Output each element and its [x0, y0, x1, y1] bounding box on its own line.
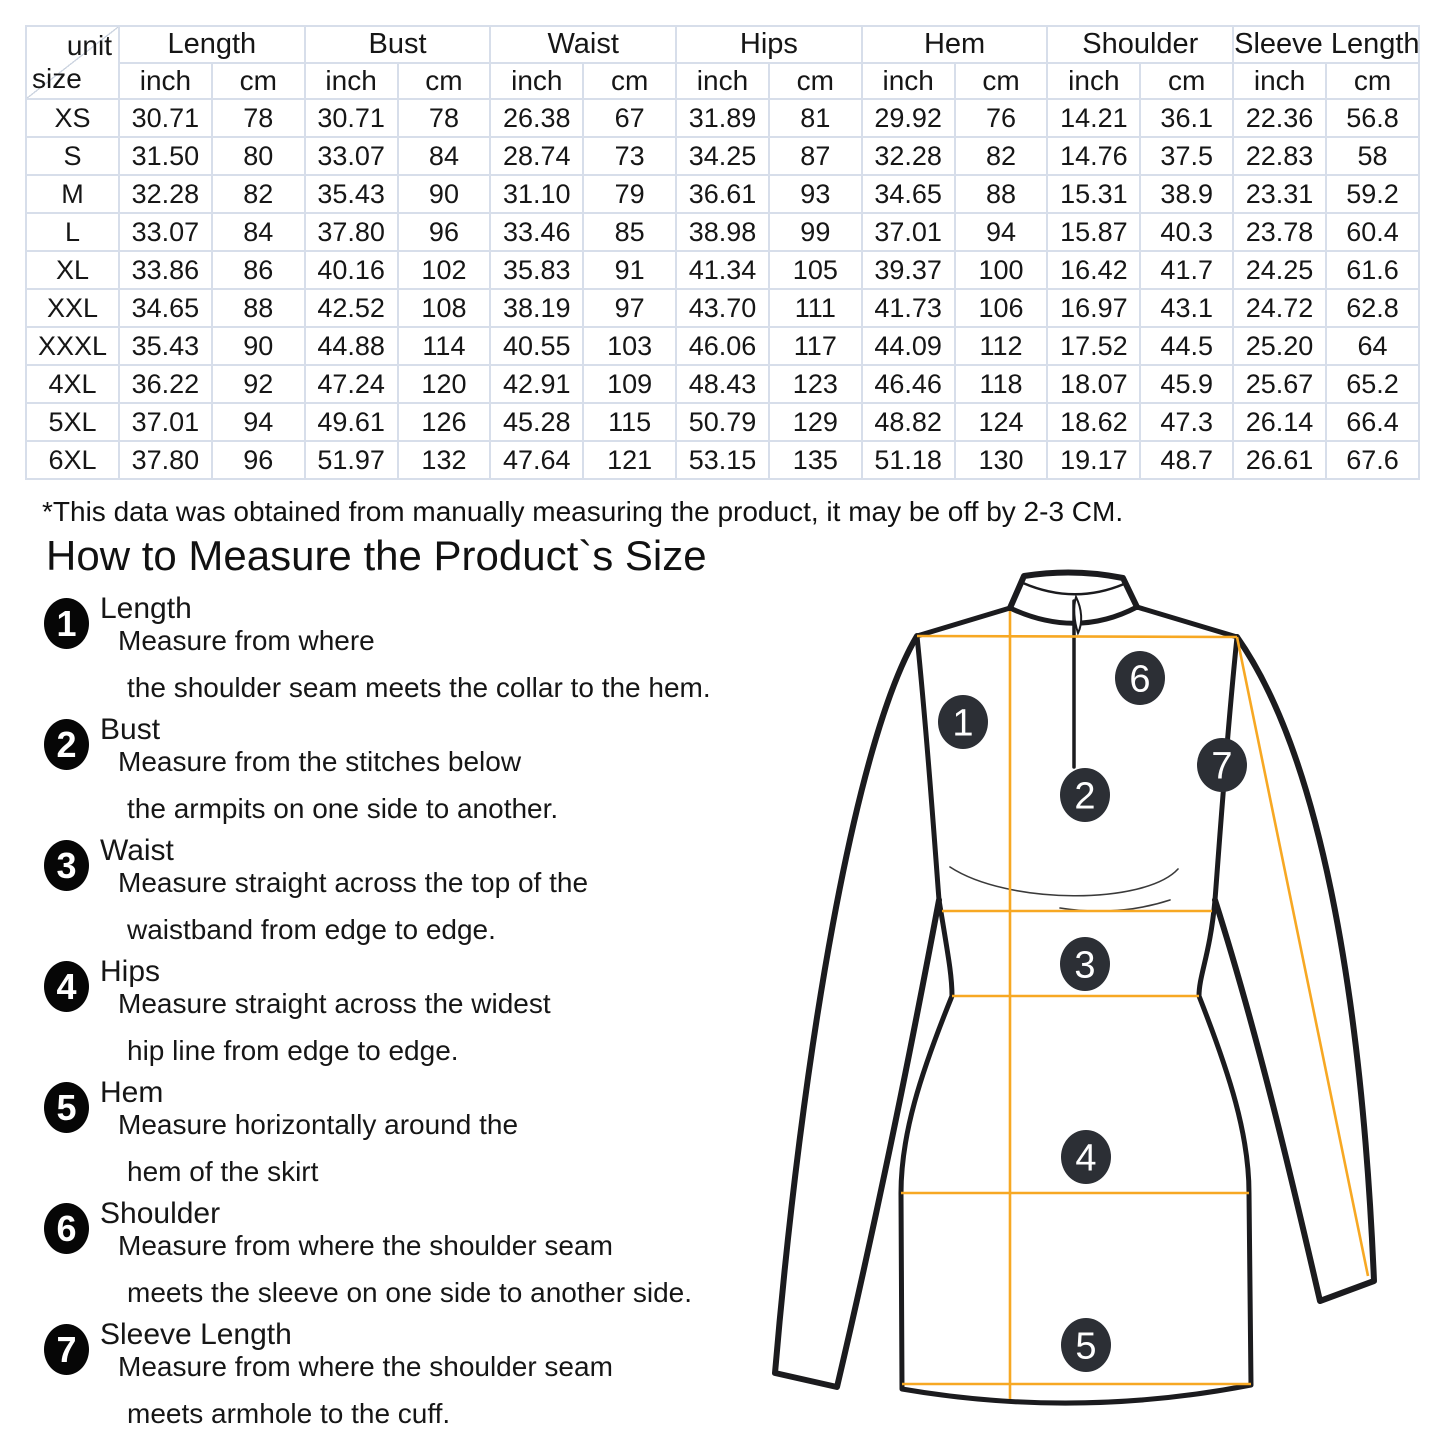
value-cell: 100	[955, 251, 1048, 289]
value-cell: 94	[212, 403, 305, 441]
value-cell: 35.83	[490, 251, 583, 289]
value-cell: 108	[398, 289, 491, 327]
value-cell: 26.14	[1233, 403, 1326, 441]
corner-unit-label: unit	[66, 30, 112, 61]
value-cell: 67.6	[1326, 441, 1419, 479]
value-cell: 111	[769, 289, 862, 327]
value-cell: 93	[769, 175, 862, 213]
value-cell: 37.5	[1140, 137, 1233, 175]
value-cell: 14.76	[1047, 137, 1140, 175]
unit-header-inch: inch	[676, 63, 769, 99]
value-cell: 37.01	[119, 403, 212, 441]
table-body	[26, 99, 1419, 479]
value-cell: 31.89	[676, 99, 769, 137]
value-cell: 31.10	[490, 175, 583, 213]
value-cell: 132	[398, 441, 491, 479]
value-cell: 34.65	[119, 289, 212, 327]
value-cell: 123	[769, 365, 862, 403]
instruction-text-line: the shoulder seam meets the collar to the hem.	[127, 672, 711, 703]
value-cell: 31.50	[119, 137, 212, 175]
instruction-label: Length	[100, 592, 192, 625]
value-cell: 129	[769, 403, 862, 441]
value-cell: 36.1	[1140, 99, 1233, 137]
value-cell: 117	[769, 327, 862, 365]
value-cell: 24.25	[1233, 251, 1326, 289]
value-cell: 82	[955, 137, 1048, 175]
unit-header-inch: inch	[1233, 63, 1326, 99]
value-cell: 99	[769, 213, 862, 251]
value-cell: 38.9	[1140, 175, 1233, 213]
value-cell: 78	[398, 99, 491, 137]
instruction-text-line: hem of the skirt	[127, 1156, 319, 1187]
diagram-marker-6	[1115, 651, 1165, 705]
unit-size-corner-cell	[26, 26, 119, 99]
value-cell: 42.91	[490, 365, 583, 403]
value-cell: 34.65	[862, 175, 955, 213]
value-cell: 33.86	[119, 251, 212, 289]
instruction-item-hips	[44, 955, 764, 1066]
value-cell: 79	[583, 175, 676, 213]
value-cell: 40.3	[1140, 213, 1233, 251]
step-number-badge: 4	[44, 961, 89, 1012]
table-row	[26, 441, 1419, 479]
instructions-list	[44, 592, 764, 1439]
instruction-text-line: meets the sleeve on one side to another side.	[127, 1277, 693, 1308]
instruction-text-line: Measure straight across the widest	[118, 988, 551, 1019]
value-cell: 32.28	[119, 175, 212, 213]
value-cell: 35.43	[305, 175, 398, 213]
value-cell: 103	[583, 327, 676, 365]
table-head	[26, 26, 1419, 99]
value-cell: 43.70	[676, 289, 769, 327]
value-cell: 53.15	[676, 441, 769, 479]
unit-header-cm: cm	[1140, 63, 1233, 99]
unit-header-inch: inch	[490, 63, 583, 99]
value-cell: 85	[583, 213, 676, 251]
value-cell: 87	[769, 137, 862, 175]
value-cell: 76	[955, 99, 1048, 137]
group-header-length: Length	[119, 26, 305, 63]
value-cell: 59.2	[1326, 175, 1419, 213]
value-cell: 38.19	[490, 289, 583, 327]
header-row-units	[26, 63, 1419, 99]
diagram-marker-1	[938, 695, 988, 749]
value-cell: 18.07	[1047, 365, 1140, 403]
table-row	[26, 365, 1419, 403]
instruction-item-waist	[44, 834, 764, 945]
value-cell: 124	[955, 403, 1048, 441]
right-sleeve-outline	[1215, 637, 1374, 1301]
instruction-item-hem	[44, 1076, 764, 1187]
value-cell: 33.46	[490, 213, 583, 251]
unit-header-cm: cm	[769, 63, 862, 99]
unit-header-cm: cm	[398, 63, 491, 99]
instruction-text-line: hip line from edge to edge.	[127, 1035, 459, 1066]
table-row	[26, 403, 1419, 441]
value-cell: 23.78	[1233, 213, 1326, 251]
size-label-cell: XL	[26, 251, 119, 289]
value-cell: 29.92	[862, 99, 955, 137]
diagram-marker-5	[1061, 1318, 1111, 1372]
value-cell: 30.71	[119, 99, 212, 137]
value-cell: 40.55	[490, 327, 583, 365]
size-label-cell: 4XL	[26, 365, 119, 403]
value-cell: 16.42	[1047, 251, 1140, 289]
value-cell: 47.3	[1140, 403, 1233, 441]
instruction-text-line: Measure horizontally around the	[118, 1109, 519, 1140]
size-label-cell: 5XL	[26, 403, 119, 441]
value-cell: 47.64	[490, 441, 583, 479]
marker-number: 5	[1075, 1325, 1097, 1368]
corner-size-label: size	[32, 63, 82, 94]
instruction-text-line: Measure from the stitches below	[118, 746, 522, 777]
instruction-label: Hem	[100, 1076, 164, 1109]
group-header-waist: Waist	[490, 26, 676, 63]
marker-number: 7	[1211, 745, 1233, 788]
value-cell: 81	[769, 99, 862, 137]
instruction-item-shoulder	[44, 1197, 764, 1308]
unit-header-cm: cm	[212, 63, 305, 99]
value-cell: 25.20	[1233, 327, 1326, 365]
table-row	[26, 327, 1419, 365]
unit-header-inch: inch	[1047, 63, 1140, 99]
table-row	[26, 175, 1419, 213]
instruction-text-line: meets armhole to the cuff.	[127, 1398, 451, 1429]
instruction-label: Shoulder	[100, 1197, 221, 1230]
value-cell: 130	[955, 441, 1048, 479]
step-number-badge: 2	[44, 719, 89, 770]
size-label-cell: XS	[26, 99, 119, 137]
instruction-text-line: Measure straight across the top of the	[118, 867, 589, 898]
value-cell: 46.06	[676, 327, 769, 365]
value-cell: 60.4	[1326, 213, 1419, 251]
value-cell: 58	[1326, 137, 1419, 175]
value-cell: 24.72	[1233, 289, 1326, 327]
value-cell: 102	[398, 251, 491, 289]
value-cell: 45.28	[490, 403, 583, 441]
value-cell: 50.79	[676, 403, 769, 441]
marker-number: 6	[1129, 658, 1151, 701]
value-cell: 90	[212, 327, 305, 365]
step-number-badge: 5	[44, 1082, 89, 1133]
table-row	[26, 289, 1419, 327]
value-cell: 22.83	[1233, 137, 1326, 175]
step-number-badge: 1	[44, 598, 89, 649]
value-cell: 51.18	[862, 441, 955, 479]
group-header-hips: Hips	[676, 26, 862, 63]
value-cell: 88	[212, 289, 305, 327]
measurement-note: *This data was obtained from manually measuring the product, it may be off by 2-3 CM.	[42, 496, 1124, 527]
value-cell: 26.38	[490, 99, 583, 137]
value-cell: 30.71	[305, 99, 398, 137]
marker-number: 2	[1074, 775, 1096, 818]
waist-fold-line-2	[1060, 900, 1170, 911]
size-label-cell: XXL	[26, 289, 119, 327]
value-cell: 15.87	[1047, 213, 1140, 251]
value-cell: 115	[583, 403, 676, 441]
value-cell: 19.17	[1047, 441, 1140, 479]
group-header-hem: Hem	[862, 26, 1048, 63]
value-cell: 66.4	[1326, 403, 1419, 441]
value-cell: 16.97	[1047, 289, 1140, 327]
value-cell: 121	[583, 441, 676, 479]
value-cell: 97	[583, 289, 676, 327]
value-cell: 48.43	[676, 365, 769, 403]
value-cell: 80	[212, 137, 305, 175]
instruction-text-line: Measure from where	[118, 625, 375, 656]
value-cell: 88	[955, 175, 1048, 213]
value-cell: 25.67	[1233, 365, 1326, 403]
value-cell: 96	[212, 441, 305, 479]
table-row	[26, 213, 1419, 251]
instruction-text-line: Measure from where the shoulder seam	[118, 1230, 613, 1261]
table-row	[26, 137, 1419, 175]
group-header-shoulder: Shoulder	[1047, 26, 1233, 63]
marker-number: 4	[1075, 1137, 1097, 1180]
value-cell: 86	[212, 251, 305, 289]
value-cell: 39.37	[862, 251, 955, 289]
unit-header-inch: inch	[862, 63, 955, 99]
value-cell: 23.31	[1233, 175, 1326, 213]
value-cell: 43.1	[1140, 289, 1233, 327]
value-cell: 38.98	[676, 213, 769, 251]
sleeve-measure-line	[1237, 637, 1368, 1276]
value-cell: 37.80	[305, 213, 398, 251]
waist-fold-line	[950, 867, 1178, 896]
diagram-marker-2	[1060, 768, 1110, 822]
value-cell: 56.8	[1326, 99, 1419, 137]
value-cell: 44.88	[305, 327, 398, 365]
value-cell: 114	[398, 327, 491, 365]
value-cell: 15.31	[1047, 175, 1140, 213]
value-cell: 105	[769, 251, 862, 289]
instruction-text-line: waistband from edge to edge.	[127, 914, 496, 945]
size-label-cell: 6XL	[26, 441, 119, 479]
value-cell: 45.9	[1140, 365, 1233, 403]
group-header-bust: Bust	[305, 26, 491, 63]
instruction-item-bust	[44, 713, 764, 824]
size-label-cell: S	[26, 137, 119, 175]
value-cell: 41.73	[862, 289, 955, 327]
size-label-cell: M	[26, 175, 119, 213]
value-cell: 82	[212, 175, 305, 213]
value-cell: 92	[212, 365, 305, 403]
value-cell: 48.7	[1140, 441, 1233, 479]
value-cell: 44.09	[862, 327, 955, 365]
value-cell: 41.7	[1140, 251, 1233, 289]
step-number-badge: 7	[44, 1324, 89, 1375]
instruction-label: Hips	[100, 955, 161, 988]
value-cell: 126	[398, 403, 491, 441]
marker-number: 1	[952, 702, 974, 745]
value-cell: 17.52	[1047, 327, 1140, 365]
value-cell: 91	[583, 251, 676, 289]
value-cell: 44.5	[1140, 327, 1233, 365]
unit-header-inch: inch	[119, 63, 212, 99]
size-label-cell: XXXL	[26, 327, 119, 365]
value-cell: 37.80	[119, 441, 212, 479]
value-cell: 120	[398, 365, 491, 403]
shoulder-measure-line	[917, 636, 1237, 637]
value-cell: 36.61	[676, 175, 769, 213]
instruction-label: Sleeve Length	[100, 1318, 292, 1351]
value-cell: 84	[398, 137, 491, 175]
size-chart-table	[25, 25, 1420, 480]
size-label-cell: L	[26, 213, 119, 251]
instruction-item-length	[44, 592, 764, 703]
value-cell: 96	[398, 213, 491, 251]
value-cell: 18.62	[1047, 403, 1140, 441]
value-cell: 32.28	[862, 137, 955, 175]
unit-header-cm: cm	[955, 63, 1048, 99]
left-sleeve-outline	[775, 636, 939, 1387]
instruction-text-line: Measure from where the shoulder seam	[118, 1351, 613, 1382]
value-cell: 61.6	[1326, 251, 1419, 289]
value-cell: 36.22	[119, 365, 212, 403]
value-cell: 64	[1326, 327, 1419, 365]
value-cell: 28.74	[490, 137, 583, 175]
instruction-item-sleeve-length	[44, 1318, 764, 1429]
value-cell: 51.97	[305, 441, 398, 479]
value-cell: 67	[583, 99, 676, 137]
value-cell: 47.24	[305, 365, 398, 403]
instruction-label: Waist	[100, 834, 174, 867]
value-cell: 135	[769, 441, 862, 479]
diagram-marker-7	[1197, 738, 1247, 792]
value-cell: 33.07	[119, 213, 212, 251]
header-row-groups	[26, 26, 1419, 63]
unit-header-cm: cm	[583, 63, 676, 99]
instruction-label: Bust	[100, 713, 161, 746]
group-header-sleeve-length: Sleeve Length	[1233, 26, 1419, 63]
value-cell: 112	[955, 327, 1048, 365]
value-cell: 109	[583, 365, 676, 403]
value-cell: 90	[398, 175, 491, 213]
value-cell: 41.34	[676, 251, 769, 289]
value-cell: 35.43	[119, 327, 212, 365]
value-cell: 14.21	[1047, 99, 1140, 137]
table-row	[26, 251, 1419, 289]
collar-inner-line	[1023, 583, 1124, 594]
diagram-marker-3	[1060, 937, 1110, 991]
value-cell: 40.16	[305, 251, 398, 289]
value-cell: 22.36	[1233, 99, 1326, 137]
value-cell: 33.07	[305, 137, 398, 175]
page-title: How to Measure the Product`s Size	[46, 532, 707, 579]
unit-header-cm: cm	[1326, 63, 1419, 99]
garment-diagram	[760, 555, 1440, 1445]
table-row	[26, 99, 1419, 137]
value-cell: 106	[955, 289, 1048, 327]
value-cell: 49.61	[305, 403, 398, 441]
value-cell: 84	[212, 213, 305, 251]
diagram-markers	[938, 651, 1247, 1372]
value-cell: 65.2	[1326, 365, 1419, 403]
value-cell: 118	[955, 365, 1048, 403]
value-cell: 62.8	[1326, 289, 1419, 327]
value-cell: 94	[955, 213, 1048, 251]
value-cell: 48.82	[862, 403, 955, 441]
value-cell: 42.52	[305, 289, 398, 327]
step-number-badge: 6	[44, 1203, 89, 1254]
value-cell: 37.01	[862, 213, 955, 251]
value-cell: 26.61	[1233, 441, 1326, 479]
value-cell: 34.25	[676, 137, 769, 175]
unit-header-inch: inch	[305, 63, 398, 99]
instruction-text-line: the armpits on one side to another.	[127, 793, 559, 824]
step-number-badge: 3	[44, 840, 89, 891]
value-cell: 46.46	[862, 365, 955, 403]
marker-number: 3	[1074, 944, 1096, 987]
diagram-marker-4	[1061, 1130, 1111, 1184]
value-cell: 78	[212, 99, 305, 137]
value-cell: 73	[583, 137, 676, 175]
